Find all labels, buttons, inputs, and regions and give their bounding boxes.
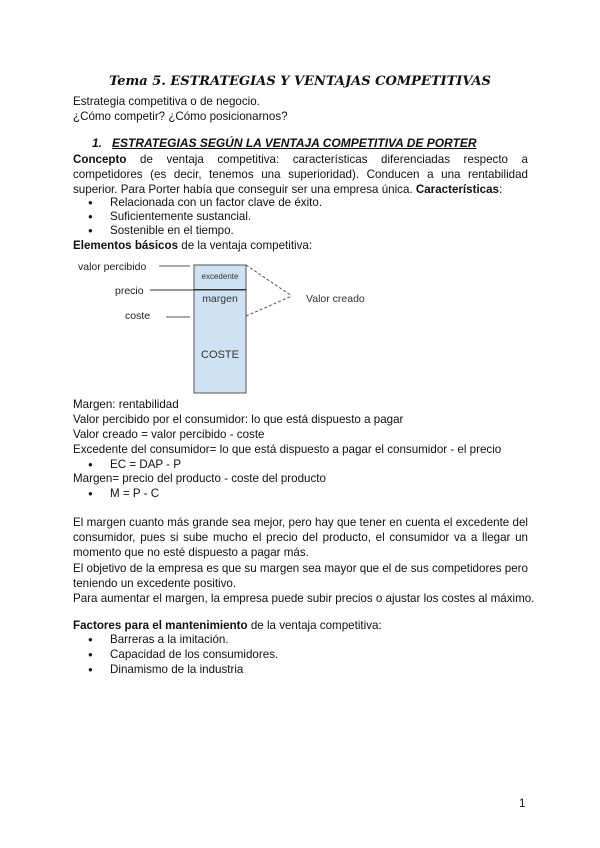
page-number: 1 [519,797,526,810]
list-item [93,647,278,662]
margen-label: margen [202,293,238,305]
list-item-text: Dinamismo de la industria [110,663,244,676]
list-item-text: Suficientemente sustancial. [110,210,252,223]
coste-label: coste [125,310,151,322]
list-item [93,632,229,647]
colon: : [499,183,503,196]
list-item-text: Capacidad de los consumidores. [110,648,279,661]
intro-line: ¿Cómo competir? ¿Cómo posicionarnos? [73,110,288,123]
list-item-text: Sostenible en el tiempo. [110,224,234,237]
page-title: Tema 5. ESTRATEGIAS Y VENTAJAS COMPETITIVAS [109,74,491,89]
dashed-line [246,265,292,296]
precio-label: precio [115,285,144,297]
bold-term: Factores para el mantenimiento [73,619,248,632]
list-item-text: Relacionada con un factor clave de éxito. [110,196,323,209]
dashed-line [246,296,292,316]
paragraph: Para aumentar el margen, la empresa puede subir precios o ajustar los costes al máximo. [73,592,535,605]
definition-line: Margen: rentabilidad [73,398,179,411]
text: de la ventaja competitiva: [178,239,313,252]
bold-term: Elementos básicos [73,239,179,252]
list-item [93,457,181,472]
section-number: 1. [92,136,103,150]
paragraph-text: de ventaja competitiva: características diferenciadas respecto a competidores (es decir, tenemos una superioridad). Conducen a una rentabilidad superior. Para Porter había que conseguir ser una empresa única. [73,153,528,196]
formula: M = P - C [110,487,160,500]
value-box [194,265,246,393]
coste-box-label: COSTE [201,349,239,361]
bold-term: Características [415,183,500,196]
factores-line [73,618,528,633]
list-item-text: Barreras a la imitación. [110,633,229,646]
text: de la ventaja competitiva: [247,619,382,632]
definition-line: Valor percibido por el consumidor: lo que está dispuesto a pagar [73,413,404,426]
excedente-label: excedente [201,272,239,281]
valor-creado-label: Valor creado [306,293,365,305]
valor-percibido-label: valor percibido [78,261,147,273]
section-title: ESTRATEGIAS SEGÚN LA VENTAJA COMPETITIVA DE PORTER [112,136,477,150]
bold-term: Concepto [73,153,127,166]
definition-line: Margen= precio del producto - coste del producto [73,472,326,485]
list-item [93,662,243,677]
definition-line: Excedente del consumidor= lo que está dispuesto a pagar el consumidor - el precio [73,443,502,456]
definition-line: Valor creado = valor percibido - coste [73,428,265,441]
intro-line: Estrategia competitiva o de negocio. [73,95,260,108]
paragraph: El objetivo de la empresa es que su margen sea mayor que el de sus competidores pero teniendo un excedente positivo. [73,562,528,590]
formula: EC = DAP - P [110,458,181,471]
paragraph: El margen cuanto más grande sea mejor, pero hay que tener en cuenta el excedente del consumidor, pues si sube mucho el precio del producto, el consumidor va a llegar un momento que no esté dispuesto a pagar más. [73,516,528,559]
list-item [93,486,159,501]
